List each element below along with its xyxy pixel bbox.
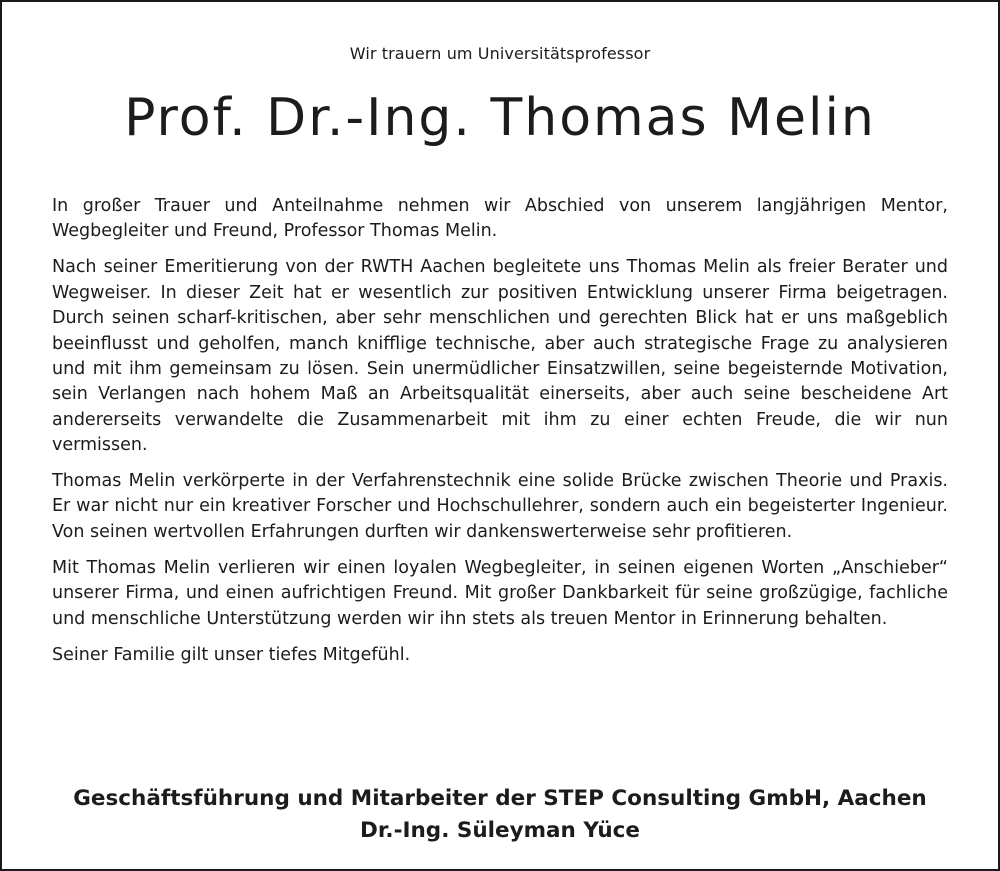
- notice-body: [52, 194, 948, 678]
- paragraph-bridge: Thomas Melin verkörperte in der Verfahrenstechnik eine solide Brücke zwischen Theorie und Praxis. Er war nicht nur ein kreativer Forscher und Hochschullehrer, sondern auch ein begeisterter Ingenieur. Von seinen wertvollen Erfahrungen durften wir dankenswerterweise sehr profitieren.: [52, 471, 948, 542]
- paragraph-farewell: In großer Trauer und Anteilnahme nehmen wir Abschied von unserem langjährigen Mentor, Wegbegleiter und Freund, Professor Thomas Melin.: [52, 196, 948, 242]
- intro-line: Wir trauern um Universitätsprofessor: [349, 44, 651, 63]
- signature-person: Dr.-Ing. Süleyman Yüce: [360, 818, 640, 843]
- paragraph-gratitude: Mit Thomas Melin verlieren wir einen loyalen Wegbegleiter, in seinen eigenen Worten „Anschieber“ unserer Firma, und einen aufrichtigen Freund. Mit großer Dankbarkeit für seine großzügige, fachliche und menschliche Unterstützung werden wir ihn stets als treuen Mentor in Erinnerung behalten.: [52, 557, 948, 629]
- signature-company: Geschäftsführung und Mitarbeiter der STEP Consulting GmbH, Aachen: [73, 786, 927, 811]
- paragraph-career: Nach seiner Emeritierung von der RWTH Aachen begleitete uns Thomas Melin als freier Berater und Wegweiser. In dieser Zeit hat er wesentlich zur positiven Entwicklung unserer Firma beigetragen. Durch seinen scharf-kritischen, aber sehr menschlichen und gerechten Blick hat er uns maßgeblich beeinflusst und geholfen, manch knifflige technische, aber auch strategische Frage zu analysieren und mit ihm gemeinsam zu lösen. Sein unermüdlicher Einsatzwillen, seine begeisternde Motivation, sein Verlangen nach hohem Maß an Arbeitsqualität einerseits, aber auch seine bescheidene Art andererseits verwandelte die Zusammenarbeit mit ihm zu einer echten Freude, die wir nun vermissen.: [52, 257, 948, 456]
- deceased-name: Prof. Dr.-Ing. Thomas Melin: [124, 88, 876, 148]
- paragraph-condolence: Seiner Familie gilt unser tiefes Mitgefühl.: [52, 644, 411, 665]
- signature-block: [2, 783, 998, 847]
